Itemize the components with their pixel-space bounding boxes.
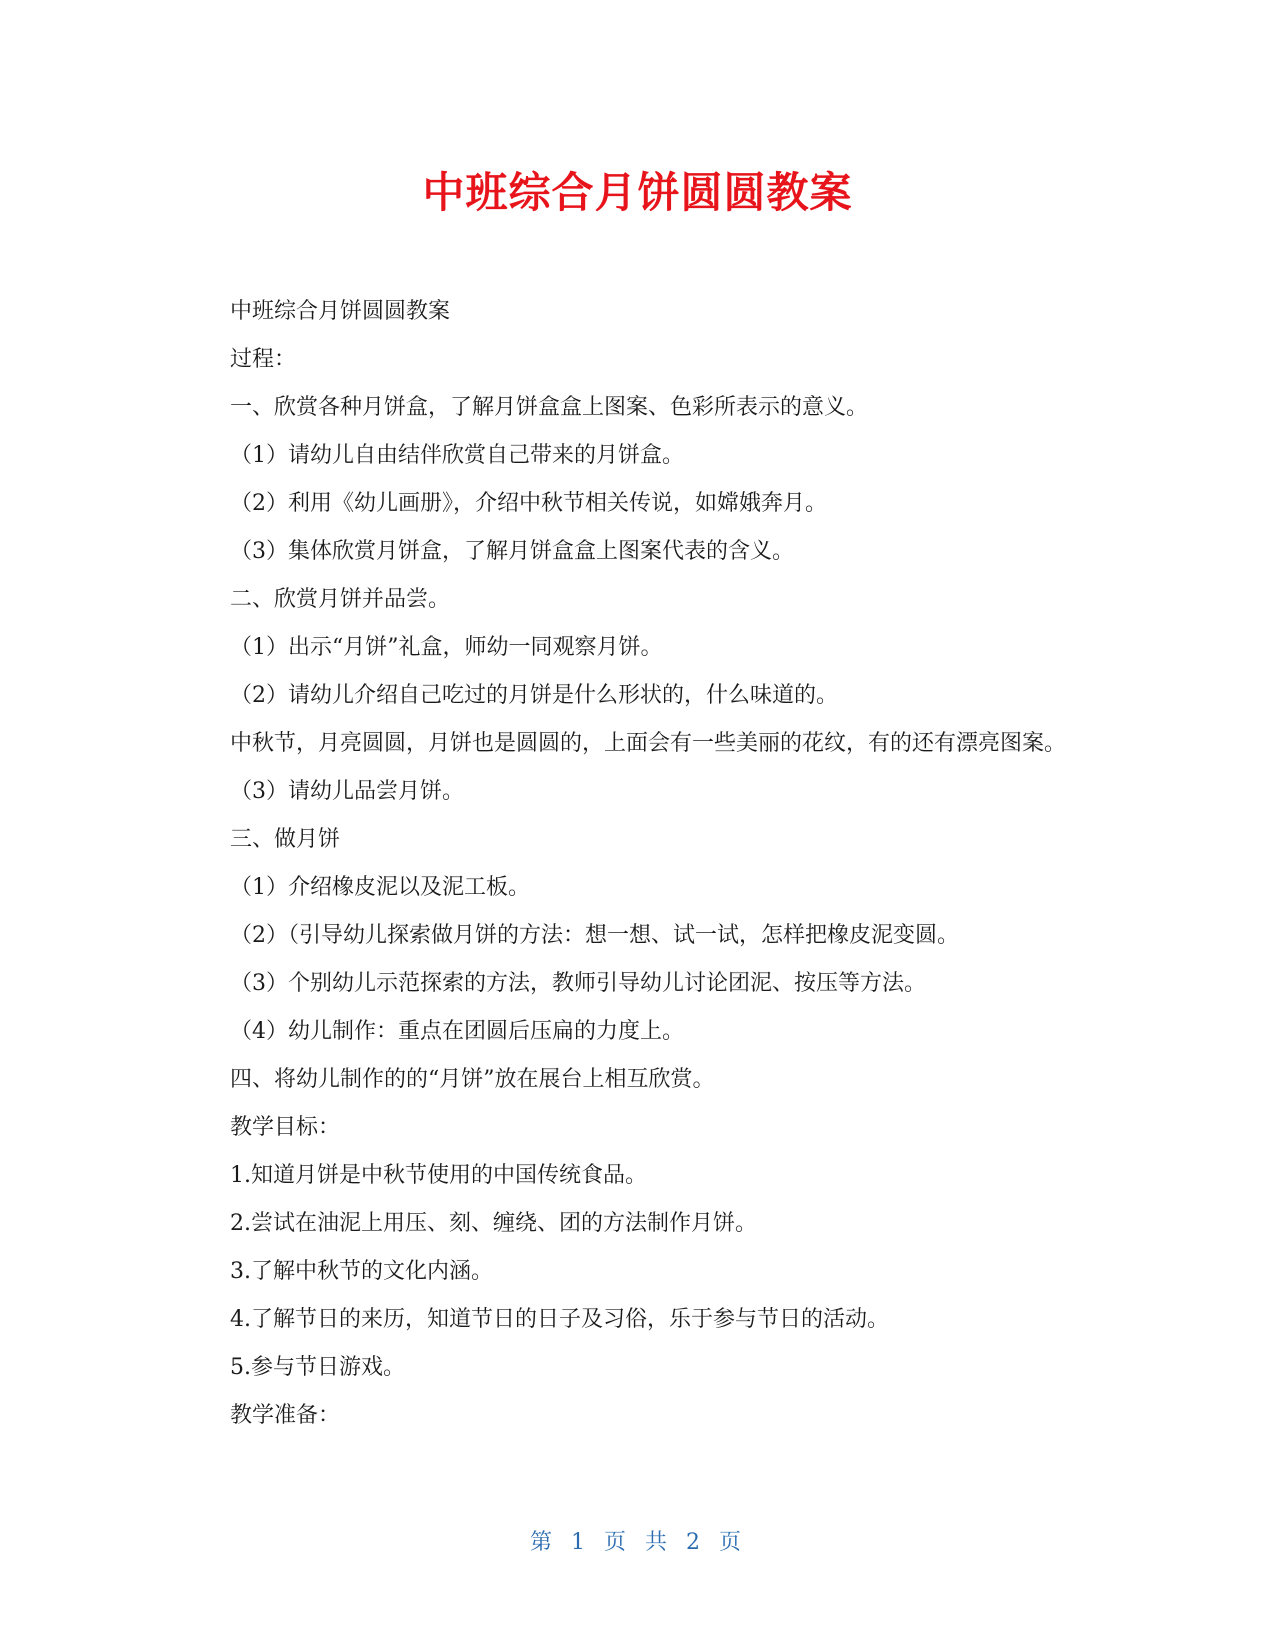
paragraph: 教学准备： [230, 1403, 341, 1428]
page-label: 第 [529, 1530, 556, 1555]
paragraph: 一、欣赏各种月饼盒，了解月饼盒盒上图案、色彩所表示的意义。 [230, 395, 869, 420]
paragraph: （3）请幼儿品尝月饼。 [230, 779, 464, 804]
paragraph: （1）请幼儿自由结伴欣赏自己带来的月饼盒。 [230, 443, 684, 468]
total-label: 共 [645, 1530, 672, 1555]
paragraph: 三、做月饼 [230, 827, 341, 852]
paragraph: 过程： [230, 347, 297, 372]
paragraph: （1）介绍橡皮泥以及泥工板。 [230, 875, 530, 900]
paragraph: 3.了解中秋节的文化内涵。 [230, 1259, 493, 1284]
total-unit: 页 [719, 1530, 746, 1555]
paragraph: （3）集体欣赏月饼盒，了解月饼盒盒上图案代表的含义。 [230, 539, 794, 564]
document-title: 中班综合月饼圆圆教案 [422, 168, 853, 217]
page-footer [0, 1525, 1275, 1556]
page-current: 1 [570, 1530, 589, 1555]
paragraph: 四、将幼儿制作的的“月饼”放在展台上相互欣赏。 [230, 1067, 715, 1092]
paragraph: 中班综合月饼圆圆教案 [230, 299, 451, 324]
paragraph: （4）幼儿制作：重点在团圆后压扁的力度上。 [230, 1019, 684, 1044]
paragraph: 教学目标： [230, 1115, 341, 1140]
paragraph: 二、欣赏月饼并品尝。 [230, 587, 451, 612]
page-total: 2 [686, 1530, 705, 1555]
paragraph: 4.了解节日的来历，知道节日的日子及习俗，乐于参与节日的活动。 [230, 1307, 889, 1332]
paragraph: （2）（引导幼儿探索做月饼的方法：想一想、试一试，怎样把橡皮泥变圆。 [230, 923, 959, 948]
paragraph: （2）请幼儿介绍自己吃过的月饼是什么形状的，什么味道的。 [230, 683, 838, 708]
paragraph: （3）个别幼儿示范探索的方法，教师引导幼儿讨论团泥、按压等方法。 [230, 971, 926, 996]
paragraph: 2.尝试在油泥上用压、刻、缠绕、团的方法制作月饼。 [230, 1211, 757, 1236]
paragraph: （1）出示“月饼”礼盒，师幼一同观察月饼。 [230, 635, 663, 660]
document-body [186, 288, 1076, 1440]
page-unit: 页 [603, 1530, 630, 1555]
paragraph: （2）利用《幼儿画册》，介绍中秋节相关传说，如嫦娥奔月。 [230, 491, 827, 516]
paragraph: 1.知道月饼是中秋节使用的中国传统食品。 [230, 1163, 647, 1188]
paragraph: 中秋节，月亮圆圆，月饼也是圆圆的，上面会有一些美丽的花纹，有的还有漂亮图案。 [230, 731, 1067, 756]
paragraph: 5.参与节日游戏。 [230, 1355, 405, 1380]
